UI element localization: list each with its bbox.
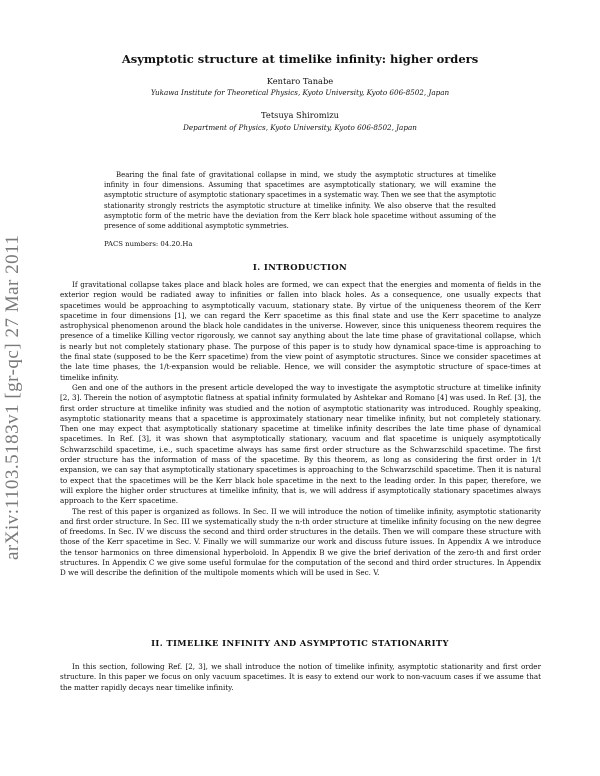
author-name-2: Tetsuya Shiromizu (261, 110, 339, 120)
paragraph: The rest of this paper is organized as follows. In Sec. II we will introduce the notion of timelike infinity, asymptotic stationarity and first order structure. In Sec. III we systematically study the n-th order structure at timelike infinity focusing on the new degree of freedoms. In Sec. IV we discuss the second and third order structures in the details. Then we will compare these structure with those of the Kerr spacetime in Sec. V. Finally we will summarize our work and discuss future issues. In Appendix A we introduce the tensor harmonics on three dimensional hyperboloid. In Appendix B we give the brief derivation of the zero-th and first order structures. In Appendix C we give some useful formulae for the computation of the second and third order structures. In Appendix D we will describe the definition of the multipole moments which will be used in Sec. V. (60, 506, 541, 578)
arxiv-identifier: arXiv:1103.5183v1 [gr-qc] 27 Mar 2011 (2, 234, 23, 560)
paragraph: In this section, following Ref. [2, 3], we shall introduce the notion of timelike infinity, asymptotic stationarity and first order structure. In this paper we focus on only vacuum spacetimes. It is easy to extend our work to non-vacuum cases if we assume that the matter rapidly decays near timelike infinity. (60, 662, 541, 692)
paragraph: If gravitational collapse takes place and black holes are formed, we can expect that the energies and momenta of fields in the exterior region would be radiated away to infinities or fallen into black holes. As a consequence, one usually expects that spacetimes would be approaching to asymptotically vacuum, stationary state. By virtue of the uniqueness theorem of the Kerr spacetime in four dimensions [1], we can regard the Kerr spacetime as this final state and use the Kerr spacetime to analyze astrophysical phenomenon around the black hole candidates in the universe. However, since this uniqueness theorem requires the presence of a timelike Killing vector rigorously, we cannot say anything about the late time phase of gravitational collapse, which is nearly but not completely stationary phase. The purpose of this paper is to study how dynamical space-time is approaching to the final state (supposed to be the Kerr spacetime) from the view point of asymptotic structures. Since we consider spacetimes at the late time phases, the 1/t-expansion would be reliable. Hence, we will consider the asymptotic structure of space-times at timelike infinity. (60, 280, 541, 382)
pacs-numbers: PACS numbers: 04.20.Ha (104, 240, 193, 248)
abstract: Bearing the final fate of gravitational collapse in mind, we study the asymptotic structures at timelike infinity in four dimensions. Assuming that spacetimes are asymptotically stationary, we will examine the asymptotic structure of asymptotic stationary spacetimes in a systematic way. Then we see that the asymptotic stationarity strongly restricts the asymptotic structure at timelike infinity. We also observe that the resulted asymptotic form of the metric have the deviation from the Kerr black hole spacetime without assuming of the presence of some additional asymptotic symmetries. (104, 171, 496, 231)
author-affiliation-2: Department of Physics, Kyoto University, Kyoto 606-8502, Japan (183, 123, 417, 132)
introduction-body (60, 280, 541, 579)
paper-title: Asymptotic structure at timelike infinity: higher orders (121, 52, 479, 66)
author-affiliation-1: Yukawa Institute for Theoretical Physics, Kyoto University, Kyoto 606-8502, Japan (150, 88, 450, 97)
section-heading-timelike-infinity: II. TIMELIKE INFINITY AND ASYMPTOTIC STATIONARITY (151, 638, 449, 648)
paragraph: Gen and one of the authors in the present article developed the way to investigate the asymptotic structure at timelike infinity [2, 3]. Therein the notion of asymptotic flatness at spatial infinity formulated by Ashtekar and Romano [4] was used. In Ref. [3], the first order structure at timelike infinity was studied and the notion of asymptotic stationarity was introduced. Roughly speaking, asymptotic stationarity means that a spacetime is approximately stationary near timelike infinity, but not completely stationary. Then one may expect that asymptotically stationary spacetime at timelike infinity describes the late time phase of dynamical spacetimes. In Ref. [3], it was shown that asymptotically stationary, vacuum and flat spacetime is uniquely asymptotically Schwarzschild spacetime, i.e., such spacetime always has same first order structure as the Schwarzschild spacetime. The first order structure has the information of mass of the spacetime. By this theorem, as long as considering the first order in 1/t expansion, we can say that asymptotically stationary spacetimes is approaching to the Schwarzschild spacetime. Then it is natural to expect that the spacetimes will be the Kerr black hole spacetime in the next to the leading order. In this paper, therefore, we will explore the higher order structures at timelike infinity, that is, we will address if asymptotically stationary spacetimes always approach to the Kerr spacetime. (60, 382, 541, 506)
author-name-1: Kentaro Tanabe (266, 76, 334, 86)
section-ii-body (60, 662, 541, 693)
section-heading-introduction: I. INTRODUCTION (252, 262, 348, 272)
